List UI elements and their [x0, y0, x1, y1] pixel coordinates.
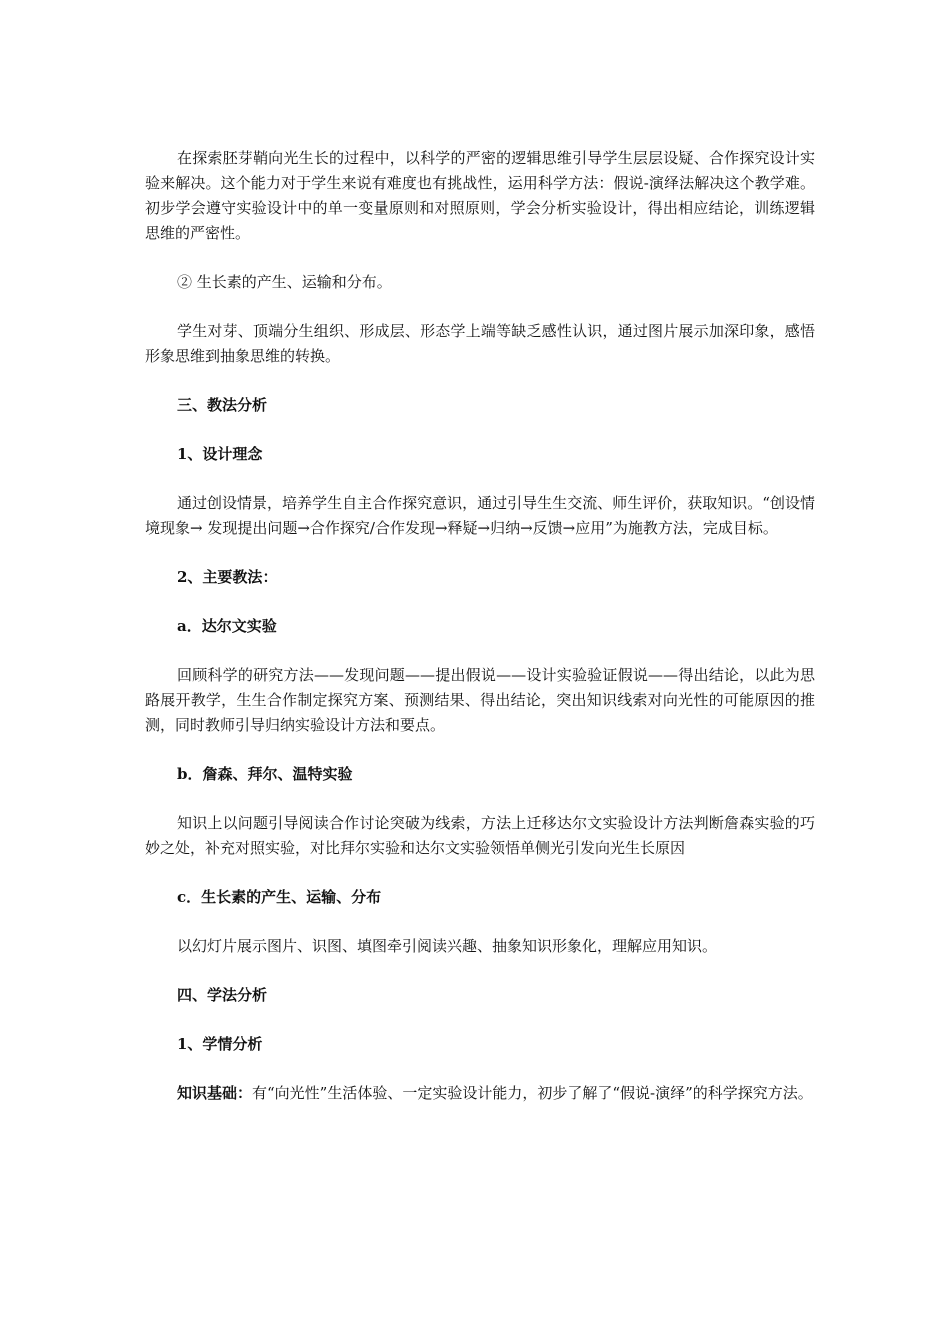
document-page [145, 146, 815, 1130]
paragraph-darwin-experiment: 回顾科学的研究方法——发现问题——提出假说——设计实验验证假说——得出结论，以此为思路展开教学，生生合作制定探究方案、预测结果、得出结论，突出知识线索对向光性的可能原因的推测，同时教师引导归纳实验设计方法和要点。 [145, 666, 815, 734]
heading-jensen-experiments: b．詹森、拜尔、温特实验 [177, 765, 353, 783]
heading-darwin-experiment: a．达尔文实验 [177, 617, 277, 635]
heading-student-analysis: 1、学情分析 [177, 1035, 263, 1053]
paragraph-design-concept: 通过创设情景，培养学生自主合作探究意识，通过引导生生交流、师生评价，获取知识。“创设情境现象→ 发现提出问题→合作探究/合作发现→释疑→归纳→反馈→应用”为施教方法，完成目标。 [145, 494, 815, 537]
knowledge-base-label: 知识基础： [177, 1084, 253, 1102]
heading-learning-method-analysis: 四、学法分析 [177, 986, 268, 1004]
paragraph-auxin-production: 以幻灯片展示图片、识图、填图牵引阅读兴趣、抽象知识形象化，理解应用知识。 [177, 937, 718, 955]
heading-main-methods: 2、主要教法： [177, 568, 278, 586]
knowledge-base-text: 有“向光性”生活体验、一定实验设计能力，初步了解了“假说-演绎”的科学探究方法。 [252, 1084, 813, 1102]
heading-auxin-production: c．生长素的产生、运输、分布 [177, 888, 382, 906]
paragraph-perceptual-knowledge: 学生对芽、顶端分生组织、形成层、形态学上端等缺乏感性认识，通过图片展示加深印象，感悟形象思维到抽象思维的转换。 [145, 322, 815, 365]
paragraph-experiment-design: 在探索胚芽鞘向光生长的过程中，以科学的严密的逻辑思维引导学生层层设疑、合作探究设计实验来解决。这个能力对于学生来说有难度也有挑战性，运用科学方法：假说-演绎法解决这个教学难。初步学会遵守实验设计中的单一变量原则和对照原则，学会分析实验设计，得出相应结论，训练逻辑思维的严密性。 [145, 149, 815, 242]
paragraph-auxin-topic: ② 生长素的产生、运输和分布。 [177, 273, 392, 291]
paragraph-jensen-experiments: 知识上以问题引导阅读合作讨论突破为线索，方法上迁移达尔文实验设计方法判断詹森实验的巧妙之处，补充对照实验，对比拜尔实验和达尔文实验领悟单侧光引发向光生长原因 [145, 814, 815, 857]
heading-design-concept: 1、设计理念 [177, 445, 263, 463]
paragraph-knowledge-base [145, 1081, 815, 1106]
heading-teaching-method-analysis: 三、教法分析 [177, 396, 268, 414]
